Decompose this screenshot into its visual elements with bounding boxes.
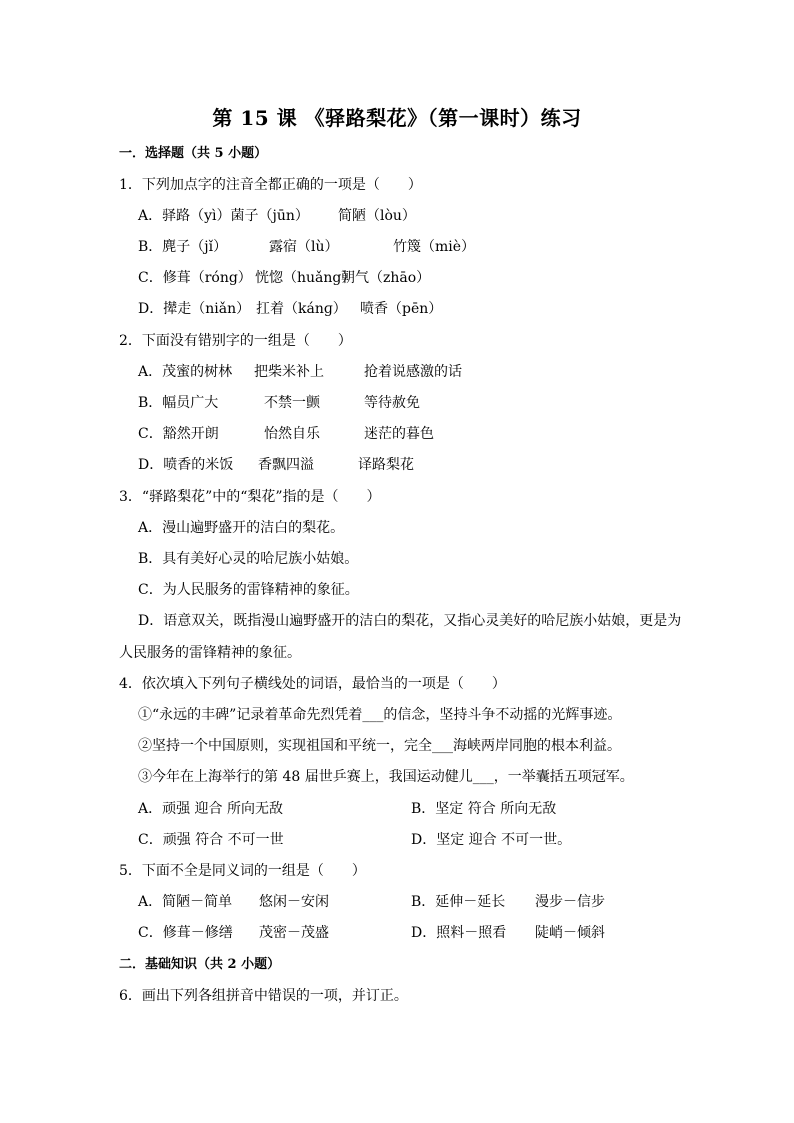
page-title: 第 15 课 《驿路梨花》（第一课时）练习 xyxy=(212,106,582,130)
question-2-stem: 2．下面没有错别字的一组是（ ） xyxy=(119,333,352,349)
option-part: 香飘四溢 xyxy=(258,457,314,473)
option-part: C．豁然开朗 xyxy=(138,426,219,442)
option-part: 怡然自乐 xyxy=(264,426,320,442)
option-part: 漫步－信步 xyxy=(535,894,605,910)
option-part: 陡峭－倾斜 xyxy=(535,925,605,941)
question-5-stem: 5．下面不全是同义词的一组是（ ） xyxy=(119,863,366,879)
option-part: 扛着（kánɡ） xyxy=(256,301,347,317)
option-part: 把柴米补上 xyxy=(254,364,324,380)
question-1-option-b xyxy=(138,237,475,257)
question-4-sentence-1: ①“永远的丰碑”记录着革命先烈凭着___的信念，坚持斗争不动摇的光辉事迹。 xyxy=(138,707,622,723)
question-4-option-a: A．顽强 迎合 所向无敌 xyxy=(138,801,284,817)
question-2-option-b xyxy=(138,393,420,413)
question-2-option-a xyxy=(138,362,462,382)
option-part: C．修葺（róng） xyxy=(138,270,252,286)
question-4-sentence-3: ③今年在上海举行的第 48 届世乒赛上，我国运动健儿___，一举囊括五项冠军。 xyxy=(138,769,634,785)
option-part: 朝气（zhāo） xyxy=(341,270,431,286)
question-6-stem: 6．画出下列各组拼音中错误的一项，并订正。 xyxy=(119,988,408,1004)
section-heading-basics: 二．基础知识（共 2 小题） xyxy=(119,957,281,972)
option-part: 悠闲－安闲 xyxy=(259,894,329,910)
question-1-stem: 1．下列加点字的注音全都正确的一项是（ ） xyxy=(119,177,422,193)
question-4-option-c: C．顽强 符合 不可一世 xyxy=(138,832,284,848)
question-4-options-row-2 xyxy=(138,830,571,850)
question-4-option-d: D．坚定 迎合 不可一世。 xyxy=(411,832,572,848)
question-5-options-row-2 xyxy=(138,923,605,943)
option-part: 喷香（pēn） xyxy=(360,301,443,317)
option-part: D．撵走（niǎn） xyxy=(138,301,251,317)
option-part: 竹篾（miè） xyxy=(393,239,476,255)
option-part: 译路梨花 xyxy=(358,457,414,473)
question-3-stem: 3．“驿路梨花”中的“梨花”指的是（ ） xyxy=(119,489,381,505)
question-3-option-d-continued: 人民服务的雷锋精神的象征。 xyxy=(119,645,301,661)
option-part: 等待赦免 xyxy=(364,395,420,411)
question-1-option-a xyxy=(138,206,416,226)
option-part: C．修葺－修缮 xyxy=(138,925,233,941)
section-heading-choice: 一．选择题（共 5 小题） xyxy=(119,146,268,161)
option-part: D．照料－照看 xyxy=(411,925,507,941)
question-4-options-row-1 xyxy=(138,799,556,819)
question-2-option-d xyxy=(138,455,414,475)
option-part: 迷茫的暮色 xyxy=(364,426,434,442)
option-part: 简陋（lòu） xyxy=(338,208,416,224)
option-part: 恍惚（huǎng） xyxy=(255,270,356,286)
option-part: A．茂蜜的树林 xyxy=(138,364,233,380)
question-3-option-b: B．具有美好心灵的哈尼族小姑娘。 xyxy=(138,551,359,567)
option-part: B．延伸－延长 xyxy=(411,894,506,910)
option-part: A．简陋－简单 xyxy=(138,894,233,910)
option-part: B．麂子（jǐ） xyxy=(138,239,228,255)
option-part: 露宿（lù） xyxy=(269,239,339,255)
question-3-option-d: D．语意双关，既指漫山遍野盛开的洁白的梨花，又指心灵美好的哈尼族小姑娘，更是为 xyxy=(138,613,682,629)
question-3-option-a: A．漫山遍野盛开的洁白的梨花。 xyxy=(138,520,345,536)
option-part: 茂密－茂盛 xyxy=(259,925,329,941)
option-part: 不禁一颤 xyxy=(264,395,320,411)
question-3-option-c: C．为人民服务的雷锋精神的象征。 xyxy=(138,582,359,598)
question-2-option-c xyxy=(138,424,434,444)
option-part: B．幅员广大 xyxy=(138,395,219,411)
question-4-option-b: B．坚定 符合 所向无敌 xyxy=(411,801,557,817)
option-part: A．驿路（yì）菌子（jūn） xyxy=(138,208,309,224)
question-1-option-d xyxy=(138,299,442,319)
option-part: D．喷香的米饭 xyxy=(138,457,234,473)
question-5-options-row-1 xyxy=(138,892,605,912)
question-4-stem: 4．依次填入下列句子横线处的词语，最恰当的一项是（ ） xyxy=(119,676,506,692)
question-1-option-c xyxy=(138,268,430,288)
question-4-sentence-2: ②坚持一个中国原则，实现祖国和平统一，完全___海峡两岸同胞的根本利益。 xyxy=(138,738,621,754)
option-part: 抢着说感激的话 xyxy=(364,364,462,380)
